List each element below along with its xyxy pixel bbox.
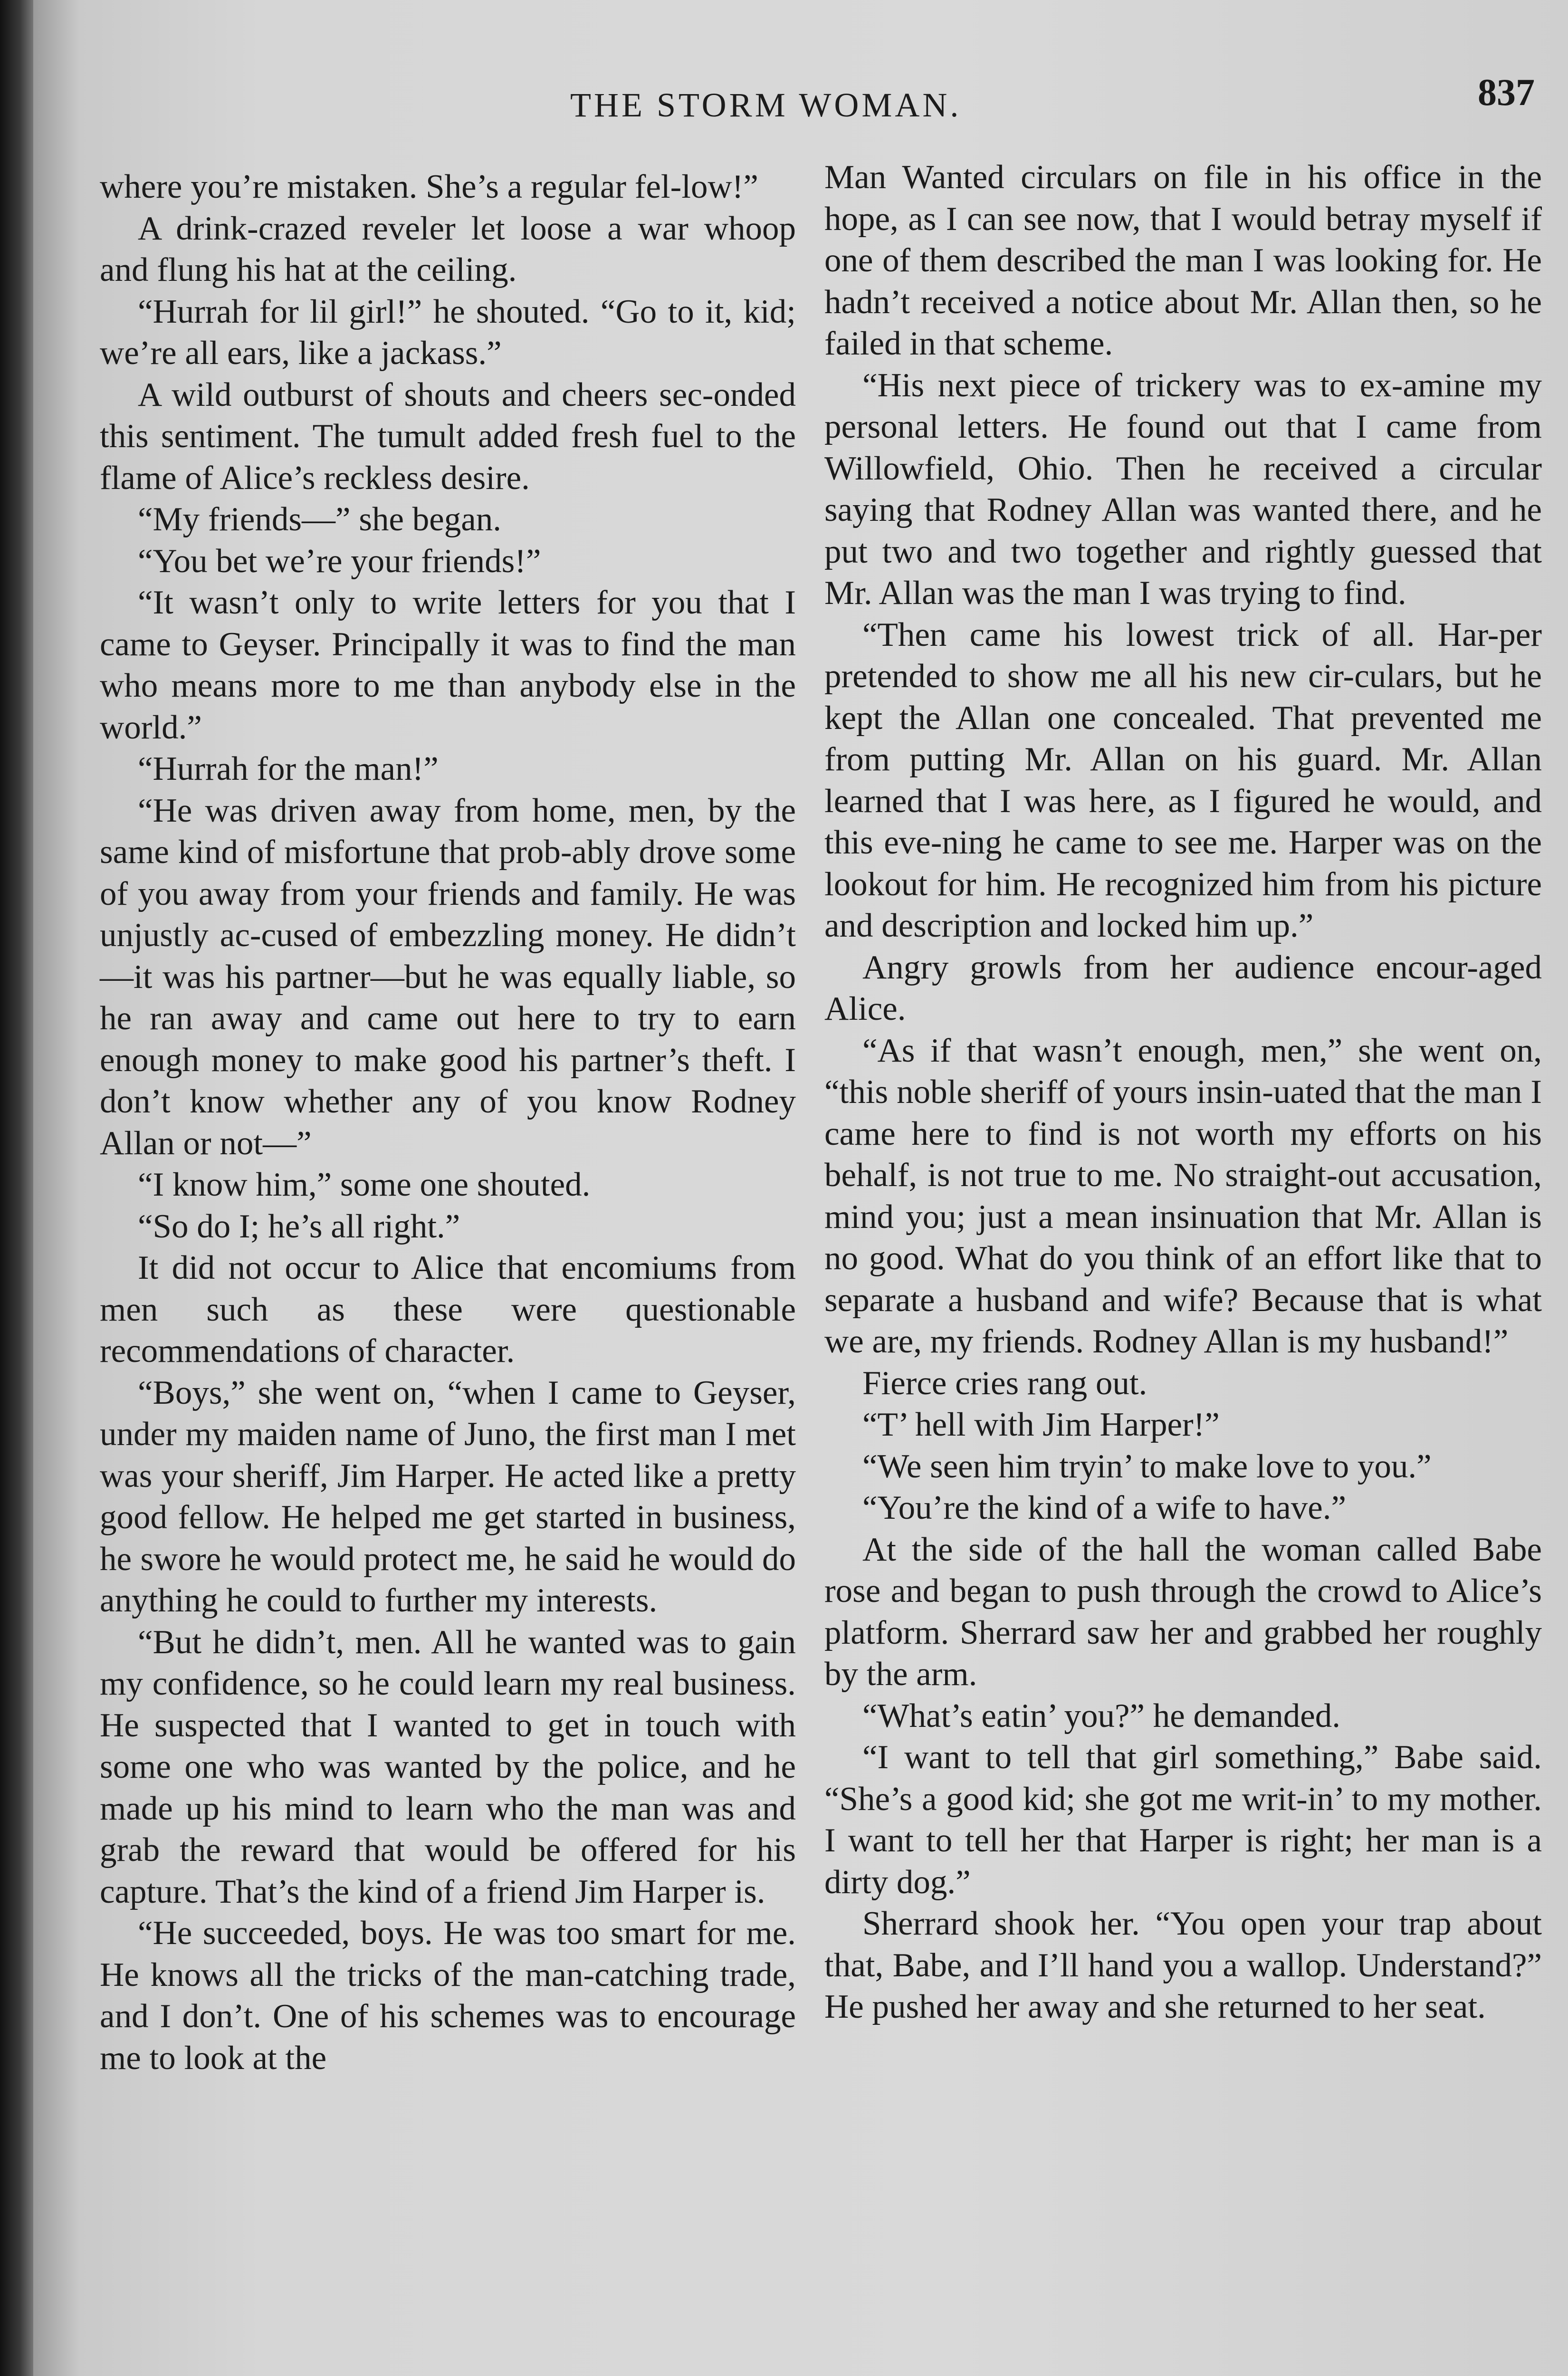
paragraph: “His next piece of trickery was to ex-amine my personal letters. He found out that I came from Willowfield, Ohio. Then he received a circular saying that Rodney Allan was wanted there, and he put two and two together and rightly guessed that Mr. Allan was the man I was trying to find. xyxy=(824,366,1542,612)
paragraph: “So do I; he’s all right.” xyxy=(138,1207,460,1245)
paragraph: Sherrard shook her. “You open your trap about that, Babe, and I’ll hand you a wallop. Understand?” He pushed her away and she returned to her seat. xyxy=(824,1905,1542,2025)
paragraph: “But he didn’t, men. All he wanted was to gain my confidence, so he could learn my real business. He suspected that I wanted to get in touch with some one who was wanted by the police, and he made up his mind to learn who the man was and grab the reward that would be offered for his capture. That’s the kind of a friend Jim Harper is. xyxy=(100,1623,796,1910)
paragraph: “Hurrah for the man!” xyxy=(138,750,439,787)
paragraph: “T’ hell with Jim Harper!” xyxy=(862,1406,1220,1443)
paragraph: “You’re the kind of a wife to have.” xyxy=(862,1489,1347,1526)
paragraph: “Hurrah for lil girl!” he shouted. “Go to it, kid; we’re all ears, like a jackass.” xyxy=(100,293,796,372)
left-text-column xyxy=(100,166,796,2079)
paragraph: At the side of the hall the woman called Babe rose and began to push through the crowd to Alice’s platform. Sherrard saw her and grabbed her roughly by the arm. xyxy=(824,1531,1542,1693)
right-text-column xyxy=(824,157,1542,2028)
paragraph: “He succeeded, boys. He was too smart for me. He knows all the tricks of the man-catching trade, and I don’t. One of his schemes was to encourage me to look at the xyxy=(100,1915,796,2077)
paragraph: “He was driven away from home, men, by the same kind of misfortune that prob-ably drove some of you away from your friends and family. He was unjustly ac-cused of embezzling money. He didn’t—it was his partner—but he was equally liable, so he ran away and came out here to try to earn enough money to make good his partner’s theft. I don’t know whether any of you know Rodney Allan or not—” xyxy=(100,792,796,1162)
running-head: THE STORM WOMAN. xyxy=(570,86,962,124)
paragraph: A drink-crazed reveler let loose a war whoop and flung his hat at the ceiling. xyxy=(100,210,796,288)
paragraph: “My friends—” she began. xyxy=(138,501,501,538)
paragraph: “It wasn’t only to write letters for you that I came to Geyser. Principally it was to find the man who means more to me than anybody else in the world.” xyxy=(100,584,796,746)
paragraph: It did not occur to Alice that encomiums from men such as these were questionable recommendations of character. xyxy=(100,1249,796,1370)
paragraph: Angry growls from her audience encour-aged Alice. xyxy=(824,948,1542,1027)
paragraph: “We seen him tryin’ to make love to you.” xyxy=(862,1447,1432,1485)
paragraph: Man Wanted circulars on file in his office in the hope, as I can see now, that I would betray myself if one of them described the man I was looking for. He hadn’t received a notice about Mr. Allan then, so he failed in that scheme. xyxy=(824,159,1542,362)
paragraph: “Then came his lowest trick of all. Har-per pretended to show me all his new cir-culars, but he kept the Allan one concealed. That prevented me from putting Mr. Allan on his guard. Mr. Allan learned that I was here, as I figured he would, and this eve-ning he came to see me. Harper was on the lookout for him. He recognized him from his picture and description and locked him up.” xyxy=(824,616,1542,944)
paragraph: “As if that wasn’t enough, men,” she went on, “this noble sheriff of yours insin-uated that the man I came here to find is not worth my efforts on his behalf, is not true to me. No straight-out accusation, mind you; just a mean insinuation that Mr. Allan is no good. What do you think of an effort like that to separate a husband and wife? Because that is what we are, my friends. Rodney Allan is my husband!” xyxy=(824,1032,1542,1360)
paragraph: where you’re mistaken. She’s a regular fel-low!” xyxy=(100,168,758,205)
paragraph: A wild outburst of shouts and cheers sec-onded this sentiment. The tumult added fresh fuel to the flame of Alice’s reckless desire. xyxy=(100,376,796,497)
paragraph: “What’s eatin’ you?” he demanded. xyxy=(862,1697,1341,1734)
paragraph: Fierce cries rang out. xyxy=(862,1364,1147,1402)
paragraph: “Boys,” she went on, “when I came to Geyser, under my maiden name of Juno, the first man I met was your sheriff, Jim Harper. He acted like a pretty good fellow. He helped me get started in business, he swore he would protect me, he said he would do anything he could to further my interests. xyxy=(100,1374,796,1619)
book-page xyxy=(33,0,1568,2376)
page-number: 837 xyxy=(1478,72,1535,114)
paragraph: “I want to tell that girl something,” Babe said. “She’s a good kid; she got me writ-in’ to my mother. I want to tell her that Harper is right; her man is a dirty dog.” xyxy=(824,1739,1542,1901)
book-spine-shadow xyxy=(0,0,33,2376)
paragraph: “You bet we’re your friends!” xyxy=(138,542,541,580)
paragraph: “I know him,” some one shouted. xyxy=(138,1166,591,1203)
